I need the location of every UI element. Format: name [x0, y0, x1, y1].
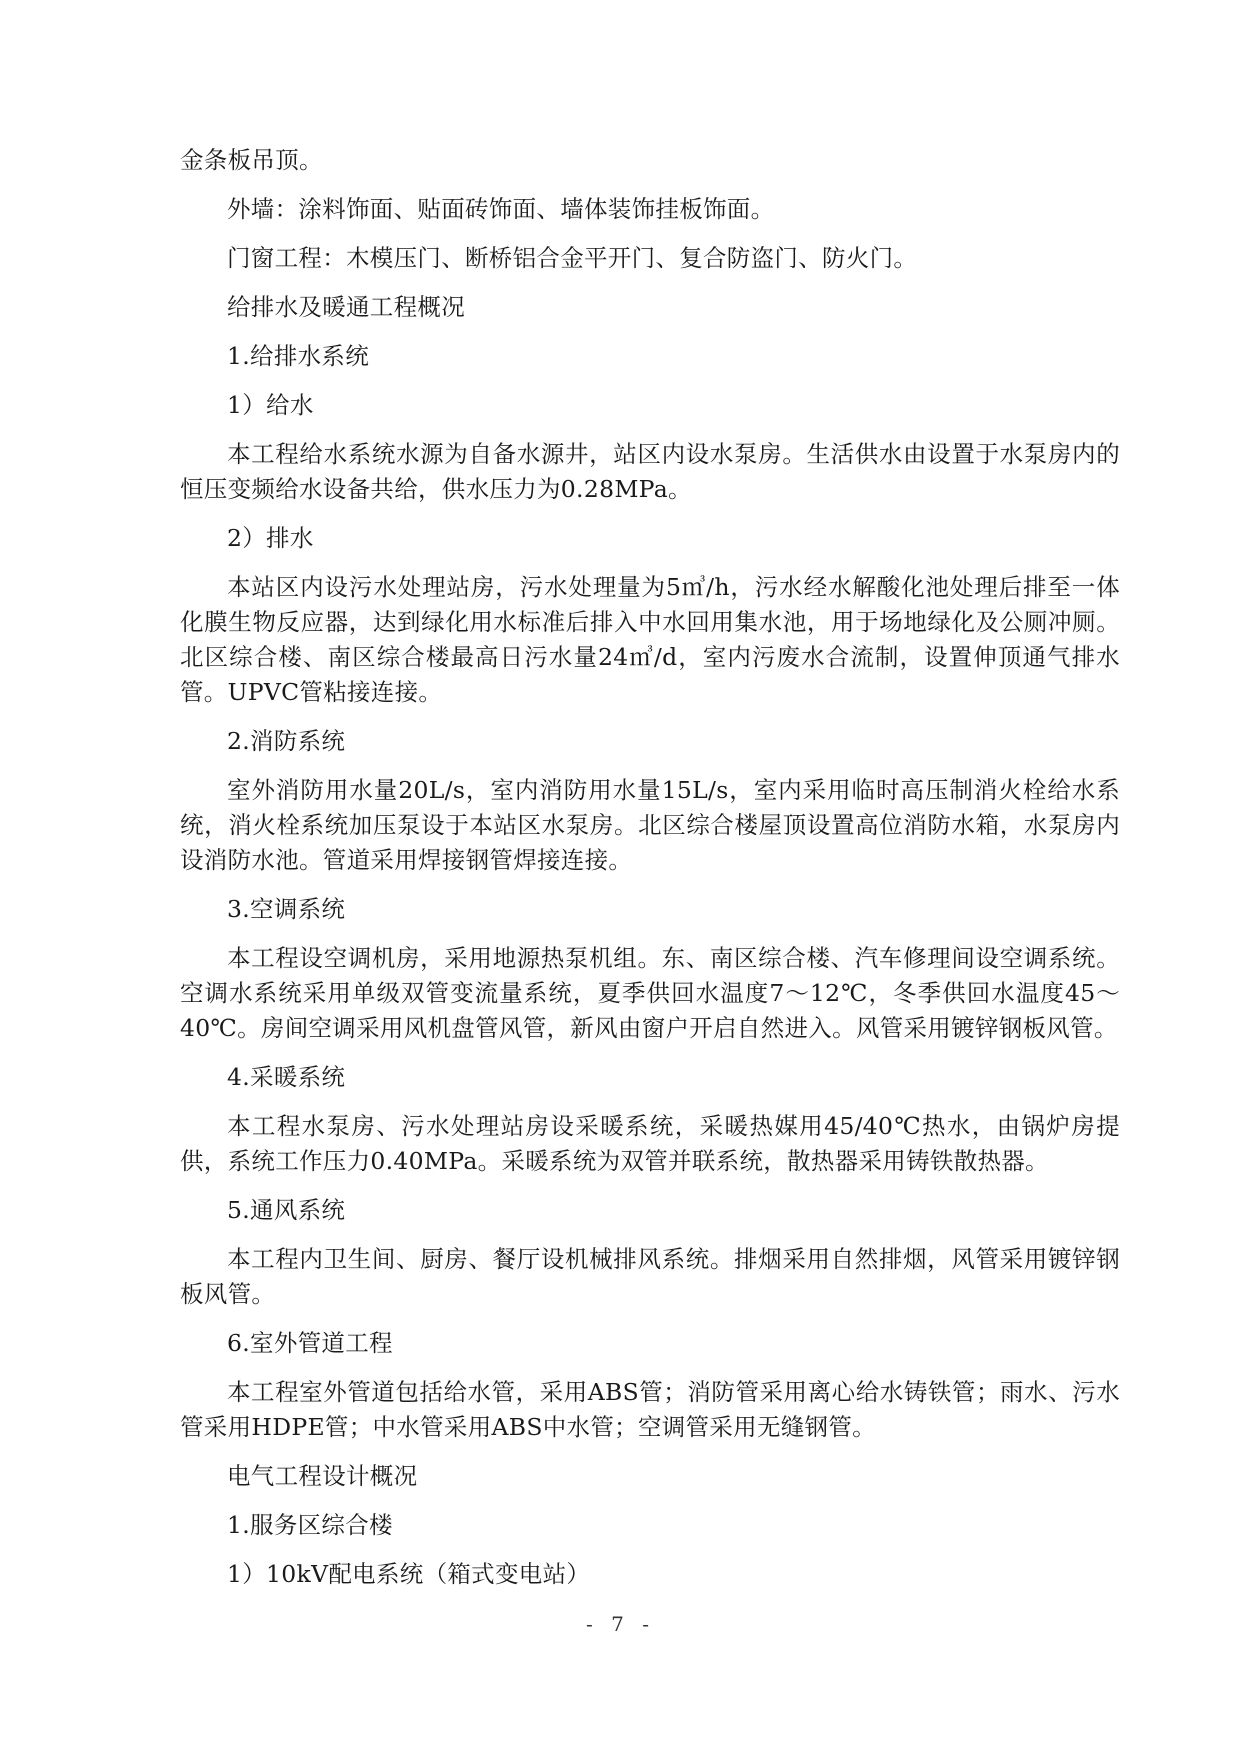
subsection-heading: 1）给水	[227, 391, 314, 419]
page-number: - 7 -	[586, 1612, 655, 1636]
subsection-heading: 3.空调系统	[227, 895, 346, 923]
paragraph: 本站区内设污水处理站房，污水处理量为5㎥/h，污水经水解酸化池处理后排至一体化膜生物反应器，达到绿化用水标准后排入中水回用集水池，用于场地绿化及公厕冲厕。北区综合楼、南区综合楼最高日污水量24㎥/d，室内污废水合流制，设置伸顶通气排水管。UPVC管粘接连接。	[180, 573, 1120, 706]
subsection-heading: 2）排水	[227, 524, 314, 552]
paragraph: 本工程给水系统水源为自备水源井，站区内设水泵房。生活供水由设置于水泵房内的恒压变频给水设备共给，供水压力为0.28MPa。	[180, 440, 1120, 503]
section-heading: 电气工程设计概况	[227, 1462, 418, 1490]
subsection-heading: 1.给排水系统	[227, 342, 370, 370]
paragraph: 本工程内卫生间、厨房、餐厅设机械排风系统。排烟采用自然排烟，风管采用镀锌钢板风管。	[180, 1245, 1120, 1308]
subsection-heading: 4.采暖系统	[227, 1063, 346, 1091]
paragraph: 室外消防用水量20L/s，室内消防用水量15L/s，室内采用临时高压制消火栓给水系统，消火栓系统加压泵设于本站区水泵房。北区综合楼屋顶设置高位消防水箱，水泵房内设消防水池。管道采用焊接钢管焊接连接。	[180, 776, 1120, 874]
paragraph: 本工程设空调机房，采用地源热泵机组。东、南区综合楼、汽车修理间设空调系统。空调水系统采用单级双管变流量系统，夏季供回水温度7～12℃，冬季供回水温度45～40℃。房间空调采用风机盘管风管，新风由窗户开启自然进入。风管采用镀锌钢板风管。	[180, 944, 1120, 1042]
paragraph: 本工程室外管道包括给水管，采用ABS管；消防管采用离心给水铸铁管；雨水、污水管采用HDPE管；中水管采用ABS中水管；空调管采用无缝钢管。	[180, 1378, 1120, 1441]
paragraph: 外墙：涂料饰面、贴面砖饰面、墙体装饰挂板饰面。	[227, 195, 775, 223]
subsection-heading: 2.消防系统	[227, 727, 346, 755]
section-heading: 给排水及暖通工程概况	[227, 293, 465, 321]
subsection-heading: 1）10kV配电系统（箱式变电站）	[227, 1560, 591, 1588]
subsection-heading: 5.通风系统	[227, 1196, 346, 1224]
subsection-heading: 1.服务区综合楼	[227, 1511, 393, 1539]
document-body	[180, 143, 1120, 1606]
subsection-heading: 6.室外管道工程	[227, 1329, 393, 1357]
paragraph: 本工程水泵房、污水处理站房设采暖系统，采暖热媒用45/40℃热水，由锅炉房提供，系统工作压力0.40MPa。采暖系统为双管并联系统，散热器采用铸铁散热器。	[180, 1112, 1120, 1175]
paragraph: 金条板吊顶。	[180, 146, 323, 174]
paragraph: 门窗工程：木模压门、断桥铝合金平开门、复合防盗门、防火门。	[227, 244, 918, 272]
